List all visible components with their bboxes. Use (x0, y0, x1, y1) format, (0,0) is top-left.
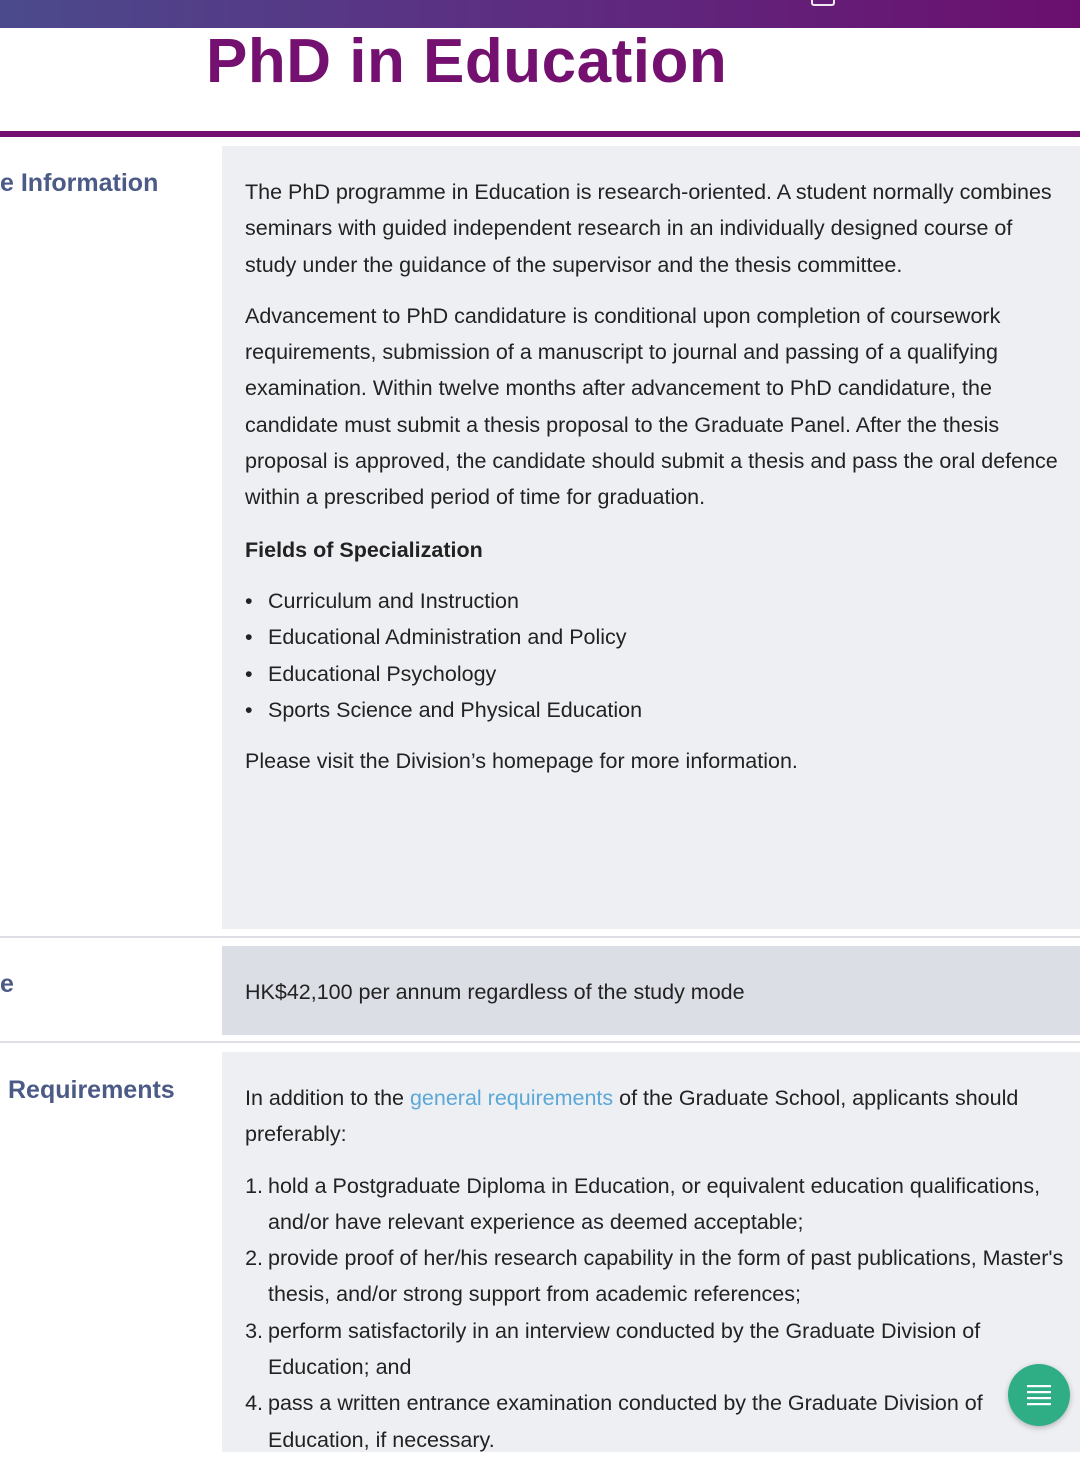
list-item (245, 1168, 1066, 1241)
row-divider (0, 1041, 1080, 1043)
entrance-requirements-label: Requirements (8, 1076, 175, 1104)
item-number: 3. (245, 1318, 263, 1343)
tuition-fee-label: e (0, 970, 14, 998)
item-number: 4. (245, 1391, 263, 1416)
requirements-list (245, 1168, 1066, 1458)
division-homepage-note: Please visit the Division’s homepage for more information. (245, 749, 798, 774)
page-title: PhD in Education (206, 27, 728, 96)
title-divider (0, 131, 1080, 137)
list-item (245, 1385, 1066, 1458)
programme-information-label: e Information (0, 169, 159, 197)
bullet-icon: • (245, 625, 253, 650)
bullet-icon: • (245, 697, 253, 722)
list-item (245, 619, 1066, 655)
programme-paragraph-2: Advancement to PhD candidature is conditional upon completion of coursework requirements, submission of a manuscript to journal and passing of a qualifying examination. Within twelve months after advancement to PhD candidature, the candidate must submit a thesis proposal to the Graduate Panel. After the thesis proposal is approved, the candidate should submit a thesis and pass the oral defence within a prescribed period of time for graduation. (245, 303, 1058, 510)
specialization-item: Curriculum and Instruction (268, 588, 519, 613)
requirement-text: perform satisfactorily in an interview conducted by the Graduate Division of Education; and (268, 1318, 981, 1380)
bullet-icon: • (245, 588, 253, 613)
tab-icon[interactable] (811, 0, 835, 6)
programme-information-panel (222, 146, 1080, 929)
list-item (245, 583, 1066, 619)
top-bar (0, 0, 1080, 28)
row-divider (0, 936, 1080, 938)
requirement-text: provide proof of her/his research capability in the form of past publications, Master's thesis, and/or strong support from academic references; (268, 1246, 1064, 1307)
item-number: 1. (245, 1173, 263, 1198)
list-item (245, 692, 1066, 728)
specialization-item: Sports Science and Physical Education (268, 697, 643, 722)
intro-text: of the Graduate School, applicants should preferably: (245, 1086, 1019, 1147)
specialization-item: Educational Administration and Policy (268, 625, 627, 650)
list-item (245, 1240, 1066, 1313)
tuition-fee-text: HK$42,100 per annum regardless of the study mode (245, 980, 745, 1004)
list-item (245, 656, 1066, 692)
intro-text: In addition to the (245, 1086, 410, 1110)
menu-lines-icon (1024, 1382, 1054, 1408)
bullet-icon: • (245, 661, 253, 686)
requirement-text: pass a written entrance examination conducted by the Graduate Division of Education, if necessary. (268, 1391, 983, 1452)
list-item (245, 1313, 1066, 1386)
specialization-list (245, 583, 1066, 728)
requirements-intro (245, 1080, 1066, 1153)
specialization-heading: Fields of Specialization (245, 537, 483, 562)
menu-fab-button[interactable] (1008, 1364, 1070, 1426)
general-requirements-link[interactable]: general requirements (409, 1086, 614, 1110)
specialization-item: Educational Psychology (268, 661, 497, 686)
item-number: 2. (245, 1246, 263, 1271)
requirement-text: hold a Postgraduate Diploma in Education, or equivalent education qualifications, and/or have relevant experience as deemed acceptable; (268, 1173, 1041, 1234)
tuition-fee-panel (222, 946, 1080, 1035)
programme-paragraph-1: The PhD programme in Education is research-oriented. A student normally combines seminars with guided independent research in an individually designed course of study under the guidance of the supervisor and the thesis committee. (245, 180, 1052, 277)
entrance-requirements-panel (222, 1052, 1080, 1452)
